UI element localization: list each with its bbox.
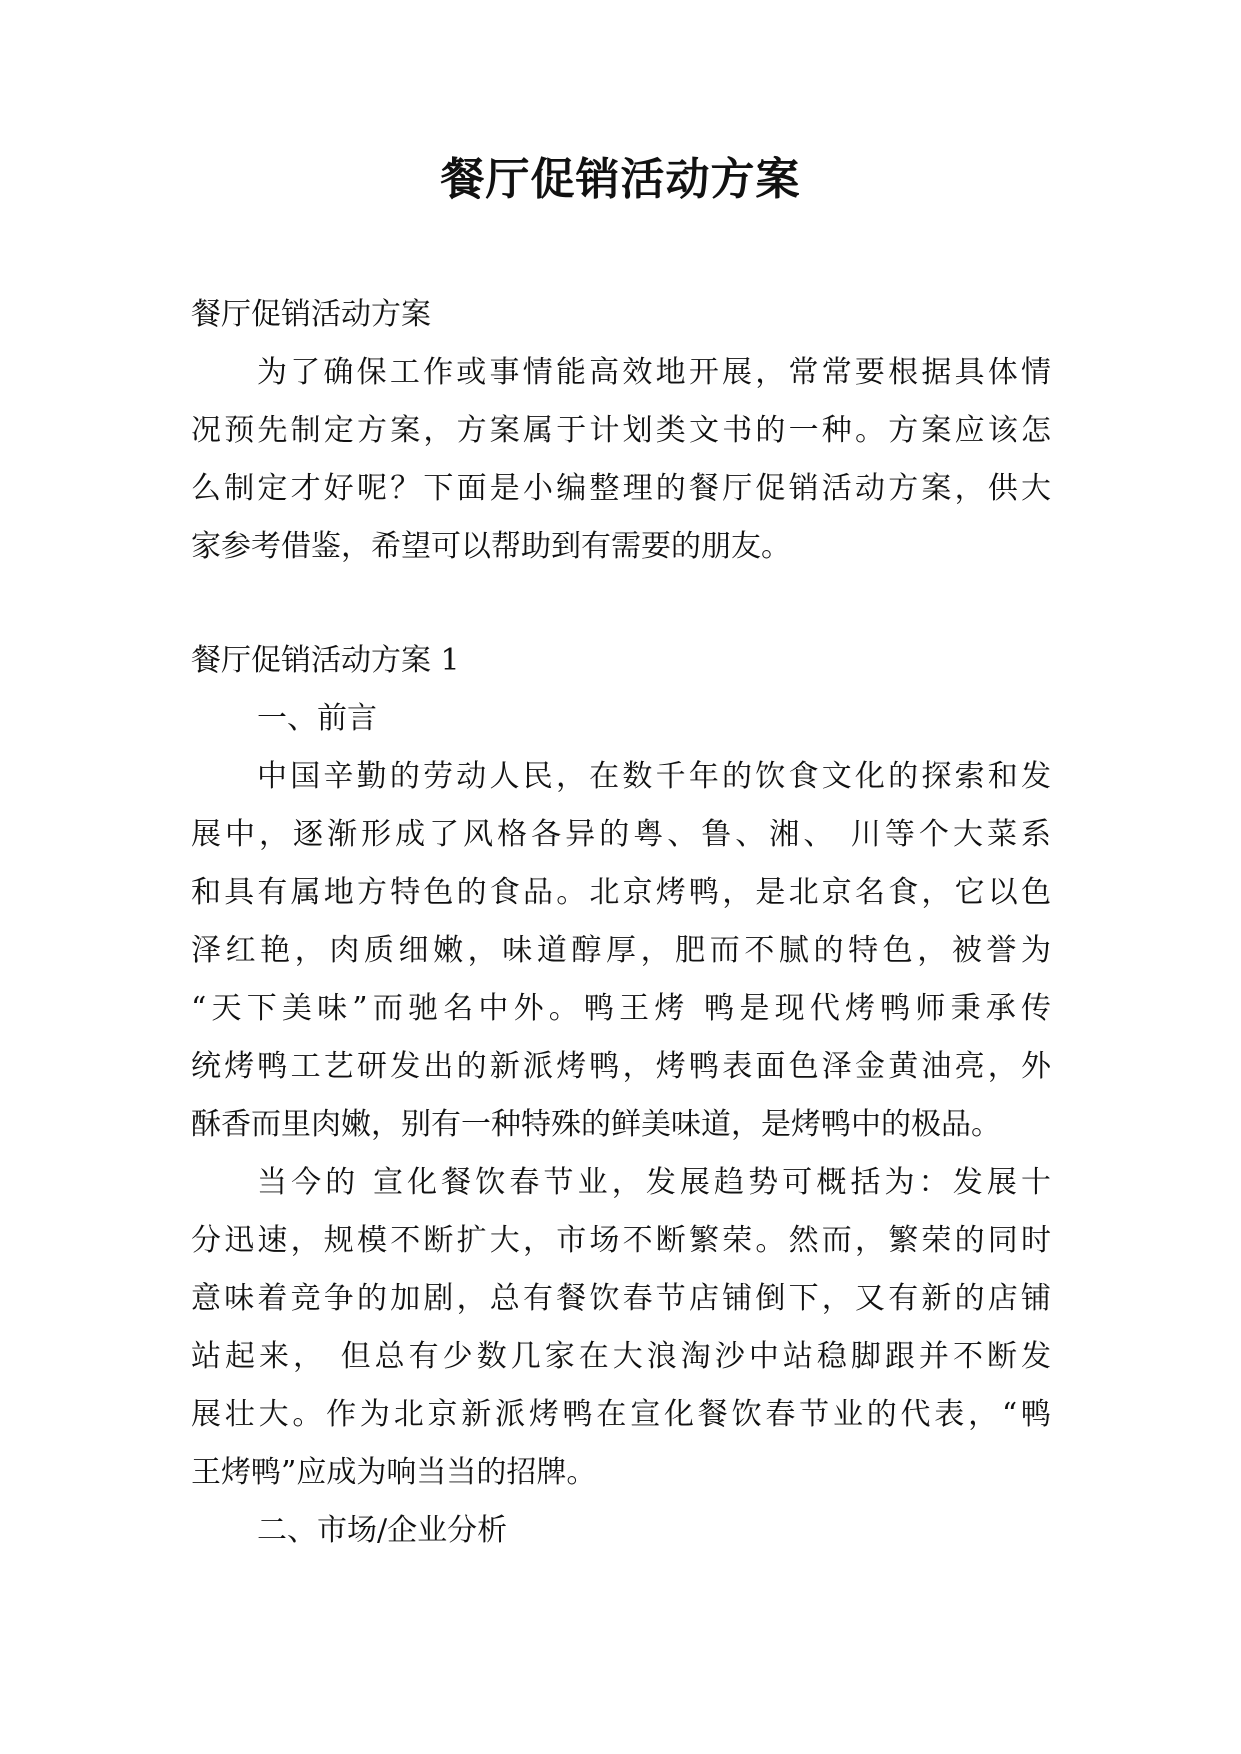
paragraph-line: 中国辛勤的劳动人民，在数千年的饮食文化的探索和发 — [257, 759, 1051, 794]
document-title: 餐厅促销活动方案 — [440, 154, 801, 205]
paragraph-line: 展中，逐渐形成了风格各异的粤、鲁、湘、 川等个大菜系 — [191, 817, 1051, 852]
paragraph-line: 泽红艳，肉质细嫩，味道醇厚，肥而不腻的特色，被誉为 — [191, 933, 1051, 968]
paragraph-line: 王烤鸭”应成为响当当的招牌。 — [191, 1455, 597, 1490]
preface-paragraph-2 — [191, 1154, 1051, 1502]
paragraph-line: 分迅速，规模不断扩大，市场不断繁荣。然而，繁荣的同时 — [191, 1223, 1051, 1258]
heading-preface: 一、前言 — [257, 701, 377, 736]
document-body — [191, 286, 1051, 1560]
section-title: 餐厅促销活动方案 1 — [191, 643, 460, 678]
subtitle: 餐厅促销活动方案 — [191, 297, 431, 332]
paragraph-line: 和具有属地方特色的食品。北京烤鸭，是北京名食，它以色 — [191, 875, 1051, 910]
heading-market-analysis: 二、市场/企业分析 — [257, 1513, 508, 1548]
preface-paragraph-1 — [191, 748, 1051, 1154]
paragraph-line: 酥香而里肉嫩，别有一种特殊的鲜美味道，是烤鸭中的极品。 — [191, 1107, 1001, 1142]
paragraph-line: 为了确保工作或事情能高效地开展，常常要根据具体情 — [257, 355, 1051, 390]
paragraph-line: 么制定才好呢？下面是小编整理的餐厅促销活动方案，供大 — [191, 471, 1051, 506]
paragraph-line: 统烤鸭工艺研发出的新派烤鸭，烤鸭表面色泽金黄油亮，外 — [191, 1049, 1051, 1084]
paragraph-line: 站起来， 但总有少数几家在大浪淘沙中站稳脚跟并不断发 — [191, 1339, 1051, 1374]
paragraph-line: 意味着竞争的加剧，总有餐饮春节店铺倒下，又有新的店铺 — [191, 1281, 1051, 1316]
paragraph-line: “天下美味”而驰名中外。鸭王烤 鸭是现代烤鸭师秉承传 — [191, 991, 1051, 1026]
paragraph-line: 当今的 宣化餐饮春节业，发展趋势可概括为：发展十 — [257, 1165, 1051, 1200]
paragraph-line: 家参考借鉴，希望可以帮助到有需要的朋友。 — [191, 529, 791, 564]
paragraph-line: 况预先制定方案，方案属于计划类文书的一种。方案应该怎 — [191, 413, 1051, 448]
intro-paragraph — [191, 344, 1051, 576]
paragraph-line: 展壮大。作为北京新派烤鸭在宣化餐饮春节业的代表，“鸭 — [191, 1397, 1051, 1432]
